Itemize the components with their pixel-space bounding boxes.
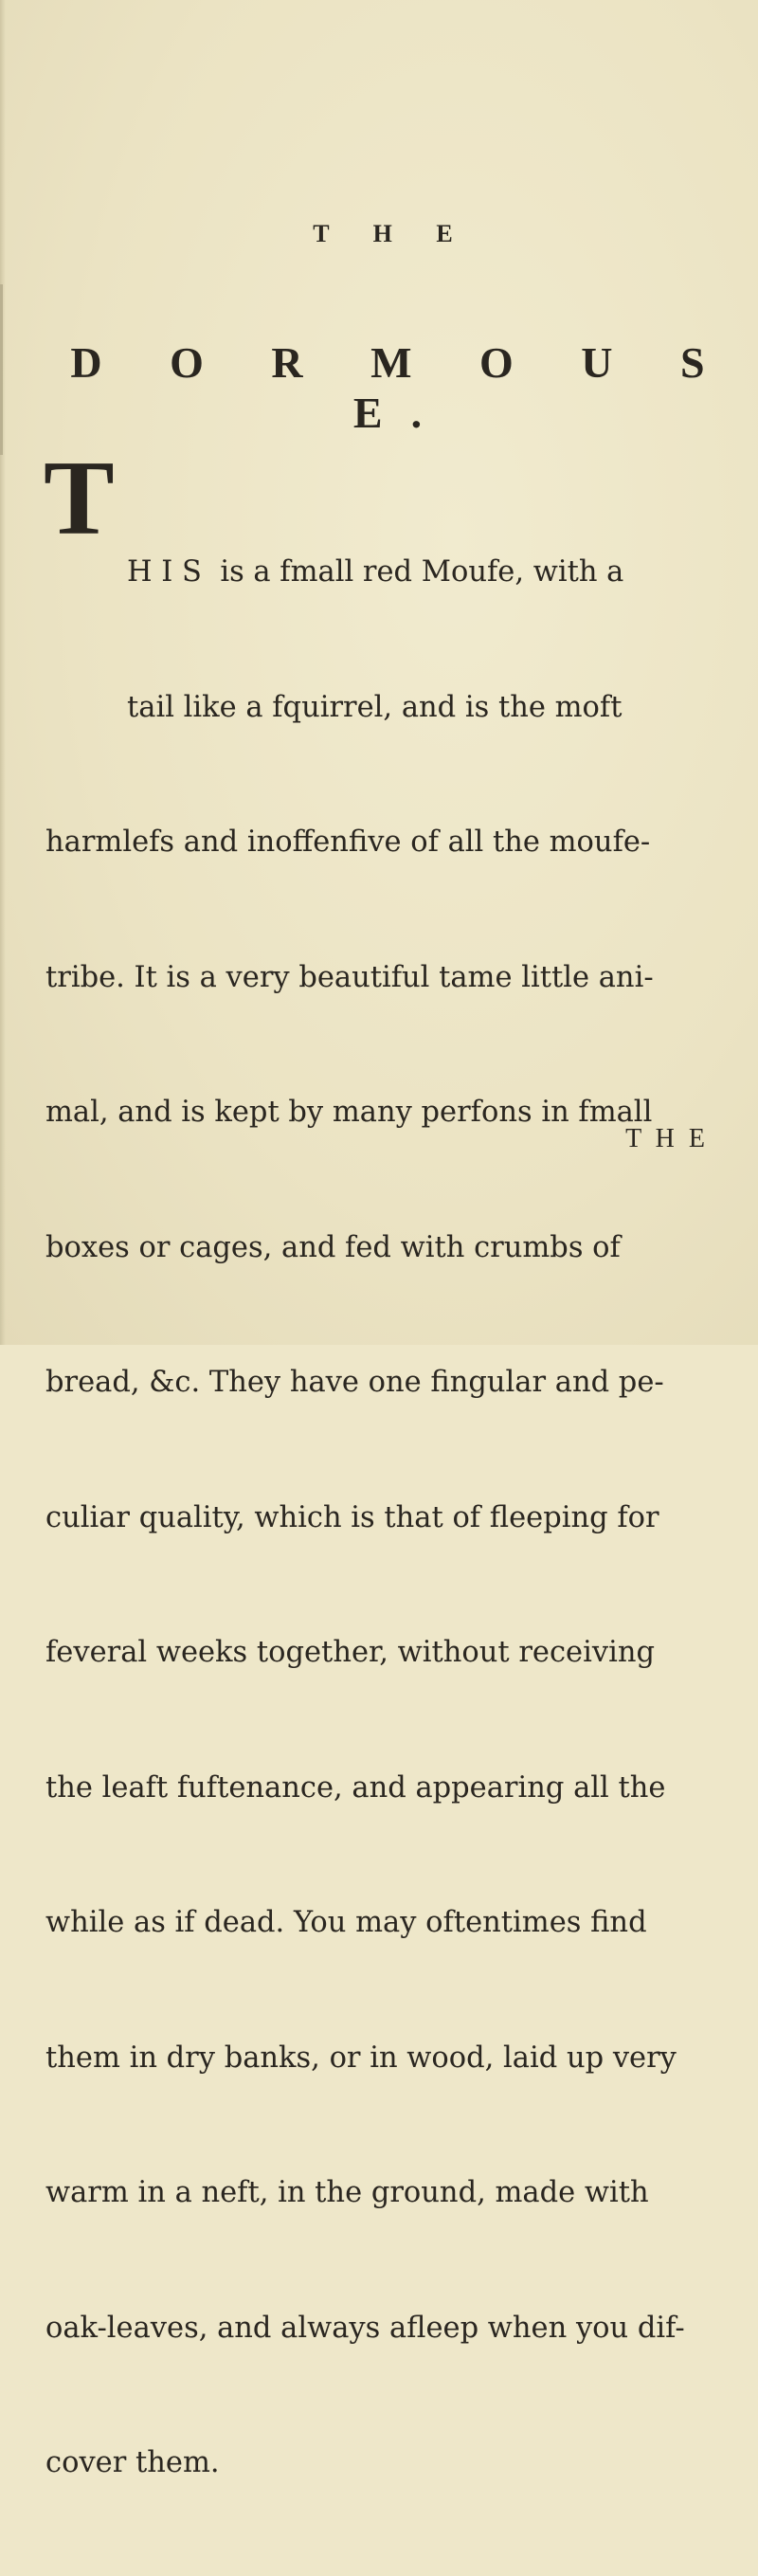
text-line: cover them. <box>45 2446 220 2479</box>
text-line: while as if dead. You may oftentimes find <box>45 1906 647 1939</box>
heading-the: T H E <box>313 220 472 247</box>
text-line: the leaft fuftenance, and appearing all the <box>45 1770 666 1805</box>
text-line: tail like a fquirrel, and is the moft <box>127 690 623 724</box>
text-line: H I S is a fmall red Moufe, with a <box>127 555 624 589</box>
text-line: feveral weeks together, without receiving <box>45 1636 656 1669</box>
body-paragraph <box>45 460 728 2576</box>
text-line: tribe. It is a very beautiful tame little ani- <box>45 960 654 994</box>
text-line: bread, &c. They have one fingular and pe- <box>45 1366 664 1399</box>
text-line: harmlefs and inoffenfive of all the moufe- <box>45 825 651 859</box>
catchword: T H E <box>625 1124 709 1153</box>
text-line: boxes or cages, and fed with crumbs of <box>45 1230 621 1264</box>
text-line: warm in a neft, in the ground, made with <box>45 2176 649 2209</box>
page-title: D O R M O U S E. <box>70 338 733 437</box>
text-line: oak-leaves, and always afleep when you dif- <box>45 2311 685 2345</box>
text-line: culiar quality, which is that of fleeping for <box>45 1500 659 1534</box>
text-line: mal, and is kept by many perfons in fmall <box>45 1096 653 1129</box>
text-line: them in dry banks, or in wood, laid up very <box>45 2041 677 2075</box>
catchword-container <box>0 1124 758 1154</box>
drop-cap: T <box>44 440 115 557</box>
